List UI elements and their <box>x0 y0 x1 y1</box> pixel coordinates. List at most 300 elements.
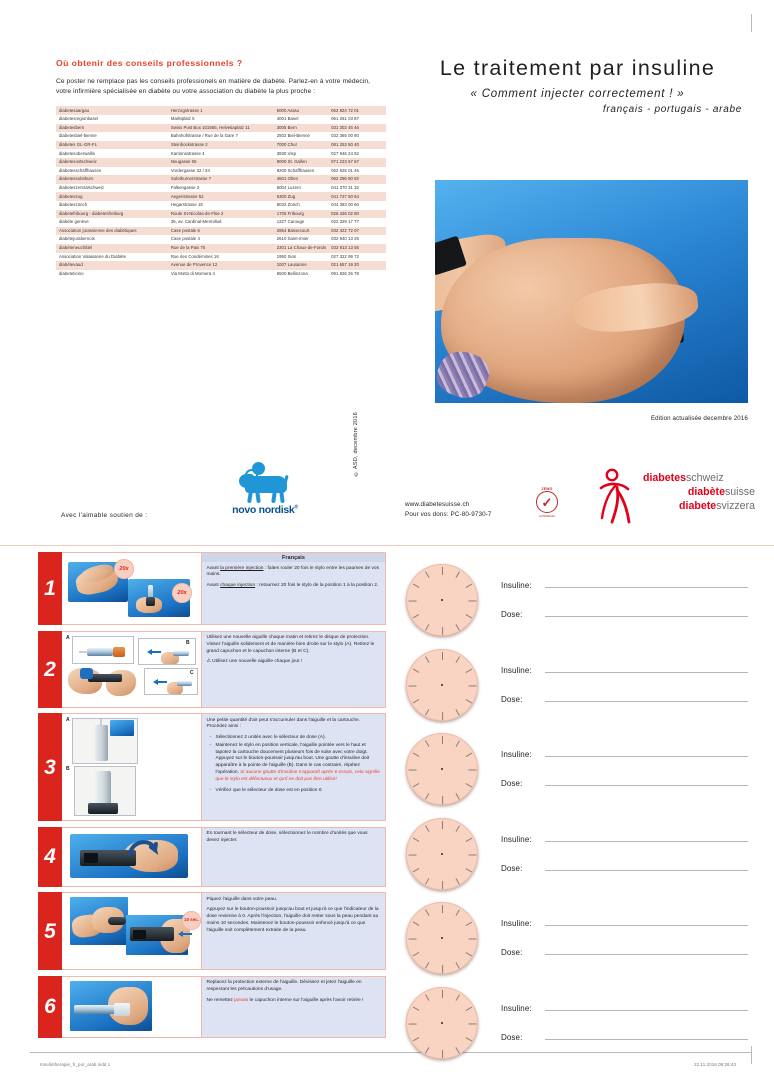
record-row <box>398 896 758 980</box>
clock-tick <box>413 868 420 872</box>
table-row <box>56 218 386 227</box>
address-cell-street: Falkengasse 3 <box>170 184 200 190</box>
table-row <box>56 141 386 150</box>
address-cell-phone: 091 826 26 78 <box>331 270 359 276</box>
address-cell-phone: 062 296 80 82 <box>331 176 359 182</box>
clock-tick <box>469 600 477 601</box>
address-cell-city: 3005 Bern <box>276 124 297 130</box>
clock-tick <box>466 868 473 872</box>
step3-bullets <box>207 735 382 784</box>
address-cell-city: 6300 Zug <box>276 193 296 199</box>
clock-tick <box>425 740 429 747</box>
step6-never <box>207 998 382 1005</box>
record-fields <box>478 666 758 704</box>
clock-face[interactable] <box>406 649 478 721</box>
step-number: 5 <box>38 892 62 970</box>
table-row <box>56 253 386 262</box>
step6-para-1: Replacez la protection externe de l'aiguille. Dévissez et jetez l'aiguille en respectant les précautions d'usage. <box>206 980 362 992</box>
record-row <box>398 981 758 1065</box>
badge-20x-a: 20x <box>114 559 134 579</box>
illus-pen-base <box>88 803 118 814</box>
illus-frame-a <box>72 636 134 664</box>
clock-tick <box>413 1006 420 1010</box>
dose-field-row <box>501 1033 758 1042</box>
record-row <box>398 643 758 727</box>
insulin-field-label: Insuline: <box>501 1003 532 1013</box>
clock-tick <box>466 699 473 703</box>
address-cell-city: 6004 Luzern <box>276 184 301 190</box>
address-cell-street: Aegeristrasse 52 <box>170 193 204 199</box>
address-cell-phone: 032 422 72 07 <box>331 227 359 233</box>
clock-face[interactable] <box>406 818 478 890</box>
clock-tick <box>409 600 417 601</box>
clock-tick <box>466 584 473 588</box>
address-cell-phone: 032 940 13 25 <box>331 236 359 242</box>
clock-tick <box>466 1037 473 1041</box>
clock-center-dot <box>441 684 443 686</box>
illus-pen-mid <box>88 674 122 682</box>
dose-field-label: Dose: <box>501 1032 523 1042</box>
step6-never-red: jamais <box>234 997 249 1003</box>
address-cell-org: diabeteticino <box>59 270 84 276</box>
clock-center-dot <box>441 599 443 601</box>
clock-tick <box>442 627 443 635</box>
arrow-shaft <box>158 681 167 683</box>
clock-tick <box>466 952 473 956</box>
clock-face[interactable] <box>406 902 478 974</box>
address-cell-street: Solothurnerstrasse 7 <box>170 176 212 182</box>
step-6 <box>38 976 386 1038</box>
table-row <box>56 149 386 158</box>
step-body <box>62 631 386 708</box>
clock-tick <box>456 793 460 800</box>
step-number: 3 <box>38 713 62 821</box>
s1p1-ul: la première injection <box>220 565 264 571</box>
clock-tick <box>409 1023 417 1024</box>
bull-leg <box>247 491 253 503</box>
insulin-field-row <box>501 666 758 675</box>
dose-field-label: Dose: <box>501 863 523 873</box>
clock-tick <box>409 769 417 770</box>
table-row <box>56 261 386 270</box>
step-text <box>202 977 385 1037</box>
running-figure-icon <box>595 468 639 524</box>
s1p1-post: : faites rouler 20 fois le stylo entre les paumes de vos mains. <box>206 565 380 578</box>
clock-center-dot <box>441 937 443 939</box>
address-cell-city: 7000 Chur <box>276 141 298 147</box>
record-fields <box>478 919 758 957</box>
address-cell-phone: 032 365 00 80 <box>331 133 359 139</box>
clock-tick <box>456 825 460 832</box>
clock-tick <box>442 881 443 889</box>
step-illustration <box>62 977 202 1037</box>
dose-field-input-line[interactable] <box>545 870 748 871</box>
clock-tick <box>409 938 417 939</box>
address-cell-street: Rue des Condémines 16 <box>170 253 219 259</box>
bull-leg <box>279 491 284 503</box>
clock-tick <box>425 656 429 663</box>
clock-tick <box>442 905 443 913</box>
dose-field-input-line[interactable] <box>545 616 748 617</box>
clock-center-dot <box>441 1022 443 1024</box>
clock-tick <box>425 709 429 716</box>
clock-tick <box>442 567 443 575</box>
table-row <box>56 227 386 236</box>
step3-bullet-2 <box>213 743 382 784</box>
address-cell-org: Association jurassienne des diabétiques <box>59 227 137 233</box>
clock-tick <box>413 614 420 618</box>
step-illustration <box>62 632 202 707</box>
panel-letter-a: A <box>66 634 70 641</box>
insulin-field-row <box>501 750 758 759</box>
address-cell-org: diabetesregionbasel <box>59 116 99 122</box>
dose-field-input-line[interactable] <box>545 954 748 955</box>
address-cell-org: diabetes GL-GR-FL <box>59 141 98 147</box>
step6-never-pre: Ne remettez <box>206 997 235 1003</box>
step3-bullets-after <box>207 788 382 795</box>
address-cell-street: Bahnhofstrasse / Rue de la Gare 7 <box>170 133 238 139</box>
step5-para-1: Piquez l'aiguille dans votre peau. <box>206 896 278 902</box>
arrow-left-icon-c <box>153 679 158 685</box>
clock-tick <box>469 769 477 770</box>
clock-tick <box>469 938 477 939</box>
address-cell-street: Via Motto di Mornera 4 <box>170 270 215 276</box>
clock-tick <box>466 614 473 618</box>
s1p2-post: : retournez 20 fois le stylo de la position 1 à la position 2. <box>255 583 379 589</box>
step-3 <box>38 713 386 821</box>
footer-timestamp: 22.11.2016 09:28:43 <box>694 1062 736 1067</box>
address-cell-city: 2301 La Chaux-de-Fonds <box>276 245 327 251</box>
clock-tick <box>456 1047 460 1054</box>
address-cell-org: diabeteszürich <box>59 202 88 208</box>
clock-tick <box>456 994 460 1001</box>
clock-tick <box>442 736 443 744</box>
step3-bullet-2-text: Maintenez le stylo en position verticale, l'aiguille pointée vers le haut et tapotez la cartouche doucement plusieurs fois de suite avec votre doigt. Appuyez sur le bouton-poussoir jusqu'au bout. Une goutte d'insuline doit apparaître à la pointe de l'aiguille (B). Dans le cas contraire, répétez l'opération. <box>215 742 370 776</box>
dose-field-input-line[interactable] <box>545 1039 748 1040</box>
illus-frame-bottom <box>74 766 136 816</box>
language-header: Français <box>202 553 385 562</box>
illus-dose-window <box>84 853 98 863</box>
address-cell-street: Neugasse 55 <box>170 159 197 165</box>
illus-needle <box>79 651 88 653</box>
novo-bull-icon <box>239 462 291 502</box>
clock-tick <box>469 1023 477 1024</box>
step-body <box>62 552 386 625</box>
injection-photo <box>435 180 748 403</box>
address-cell-city: 4001 Basel <box>276 116 299 122</box>
clock-tick <box>442 652 443 660</box>
step3-bullet-3: - Vérifiez que le sélecteur de dose est en position 0. <box>213 788 382 795</box>
poster-subtitle: « Comment injecter correctement ! » <box>470 88 685 100</box>
address-cell-city: 1705 Fribourg <box>276 210 304 216</box>
address-cell-org: diabètevaud <box>59 262 83 268</box>
step-text <box>202 893 385 969</box>
ds-wordmark <box>643 472 755 514</box>
ds-line-de <box>643 472 755 486</box>
panel-letter-b: B <box>186 639 190 646</box>
address-table-body <box>56 106 386 278</box>
address-cell-org: diabetefribourg - diabetesfreiburg <box>59 210 124 216</box>
insulin-field-row <box>501 919 758 928</box>
address-cell-city: 2854 Bassecourt <box>276 227 310 233</box>
clock-tick <box>425 624 429 631</box>
website-url[interactable]: www.diabetesuisse.ch <box>405 501 470 508</box>
insulin-field-label: Insuline: <box>501 919 532 928</box>
advice-paragraph: Ce poster ne remplace pas les conseils professionels en matière de diabète. Parlez-en à votre médecin, votre infirmière spécialisée en diabète ou votre association du diabète la plus proche : <box>56 78 371 96</box>
edition-note: Edition actualisée decembre 2016 <box>650 415 748 422</box>
clock-tick <box>409 685 417 686</box>
clock-tick <box>442 712 443 720</box>
step-body <box>62 713 386 821</box>
clock-tick <box>466 1006 473 1010</box>
address-cell-phone: 032 913 13 55 <box>331 245 359 251</box>
insulin-field-row <box>501 835 758 844</box>
clock-tick <box>456 656 460 663</box>
address-cell-street: Avenue de Provence 12 <box>170 262 218 268</box>
ds-line-fr-light: suisse <box>724 485 755 498</box>
address-cell-city: 3930 Visp <box>276 150 297 156</box>
step3-intro: Une petite quantité d'air peut s'accumuler dans l'aiguille et la cartouche. Procédez ainsi : <box>206 717 361 730</box>
address-cell-street: Rue de la Paix 75 <box>170 245 206 251</box>
clock-face[interactable] <box>406 987 478 1059</box>
zewo-bottom-text: GÜTESIEGEL <box>538 515 556 518</box>
clock-tick <box>413 837 420 841</box>
s1p2-ul: chaque injection <box>220 583 256 589</box>
address-cell-street: Steinbockstrasse 2 <box>170 141 208 147</box>
address-cell-city: 1227 Carouge <box>276 219 305 225</box>
arrow-left-icon-b <box>147 649 152 655</box>
address-cell-city: 1007 Lausanne <box>276 262 307 268</box>
clock-tick <box>425 994 429 1001</box>
association-address-table <box>56 106 386 278</box>
address-cell-org: Association Valaisanne du Diabète <box>59 253 127 259</box>
illus-pen-b <box>173 651 189 656</box>
ds-line-fr <box>643 486 755 500</box>
step-number: 6 <box>38 976 62 1038</box>
step3-bullet-1: - Sélectionnez 2 unités avec le sélecteur de dose (A). <box>213 735 382 742</box>
address-cell-phone: 052 625 01 45 <box>331 167 359 173</box>
clock-tick <box>425 825 429 832</box>
step6-never-post: le capuchon interne sur l'aiguille après l'avoir retirée ! <box>248 997 364 1003</box>
clock-tick <box>466 837 473 841</box>
illus-dose-window-2 <box>133 930 146 939</box>
illus-pen-press <box>108 917 126 925</box>
record-fields <box>478 581 758 619</box>
diabetes-suisse-logo <box>595 468 755 524</box>
address-cell-org: diabetesaargau <box>59 107 90 113</box>
record-row <box>398 812 758 896</box>
poster-title-block <box>405 56 750 115</box>
address-cell-city: 4601 Olten <box>276 176 299 182</box>
step-body <box>62 892 386 970</box>
insulin-field-input-line[interactable] <box>545 841 748 842</box>
panel-letter-a: A <box>66 717 70 723</box>
insulin-field-input-line[interactable] <box>545 587 748 588</box>
step-1 <box>38 552 386 625</box>
insulin-field-row <box>501 581 758 590</box>
step1-para-1 <box>207 566 382 580</box>
insulin-field-label: Insuline: <box>501 834 532 844</box>
clock-tick <box>456 878 460 885</box>
record-fields <box>478 1004 758 1042</box>
step2-para-1: Utilisez une nouvelle aiguille chaque matin et retirez le disque de protection. Vissez l'aiguille solidement et de manière bien droite sur le stylo (A). Retirez le grand capuchon et le capuchon interne (B et C). <box>206 635 375 654</box>
injection-record-column <box>398 558 758 1065</box>
record-fields <box>478 835 758 873</box>
clock-tick <box>413 952 420 956</box>
s1p1-pre: Avant <box>206 565 221 571</box>
illus-pen-end <box>113 647 125 657</box>
address-cell-org: diabèteneuchâtel <box>59 245 93 251</box>
table-row <box>56 124 386 133</box>
address-cell-org: diabetesoberwallis <box>59 150 95 156</box>
address-cell-city: 2610 Saint-Imier <box>276 236 309 242</box>
clock-tick <box>409 854 417 855</box>
panel-letter-c: C <box>190 669 194 676</box>
insulin-field-label: Insuline: <box>501 750 532 759</box>
ds-line-fr-bold: diabète <box>687 485 725 498</box>
ds-line-de-bold: diabetes <box>643 472 686 484</box>
address-cell-city: 6500 Bellinzona <box>276 270 308 276</box>
address-cell-phone: 061 261 03 87 <box>331 116 359 122</box>
arrow-left-icon-inject <box>178 931 183 937</box>
clock-tick <box>413 668 420 672</box>
record-row <box>398 727 758 811</box>
bull-leg <box>271 491 277 503</box>
ds-line-de-light: schweiz <box>685 472 724 484</box>
clock-face[interactable] <box>406 733 478 805</box>
s1p2-pre: Avant <box>206 583 221 589</box>
check-icon: ✓ <box>541 494 553 510</box>
illus-cap-blue <box>80 668 93 679</box>
address-cell-org: diabetesbern <box>59 124 85 130</box>
professional-advice-block <box>56 58 386 278</box>
dose-field-label: Dose: <box>501 694 523 704</box>
zewo-top-text: ZEWO <box>541 487 553 491</box>
record-fields <box>478 750 758 788</box>
clock-tick <box>442 796 443 804</box>
illus-pen-c <box>177 681 192 686</box>
novo-wordmark-text: novo nordisk <box>232 504 295 516</box>
table-row <box>56 244 386 253</box>
insulin-field-input-line[interactable] <box>545 756 748 757</box>
dose-field-label: Dose: <box>501 779 523 788</box>
step1-para-2 <box>207 583 382 590</box>
support-label: Avec l'aimable soutien de : <box>61 512 148 519</box>
arrow-shaft <box>183 933 192 935</box>
address-cell-street: Swiss Post Box 101565, Helvetiaplatz 11 <box>170 124 250 130</box>
insulin-field-input-line[interactable] <box>545 925 748 926</box>
clock-tick <box>413 783 420 787</box>
ds-line-it <box>643 500 755 514</box>
address-cell-phone: 044 383 00 60 <box>331 202 359 208</box>
insulin-field-input-line[interactable] <box>545 672 748 673</box>
insulin-field-label: Insuline: <box>501 581 532 590</box>
dose-field-row <box>501 864 758 873</box>
address-cell-org: diabeteszentralschweiz <box>59 184 105 190</box>
address-cell-org: diabeteszug <box>59 193 83 199</box>
record-row <box>398 558 758 642</box>
table-row <box>56 210 386 219</box>
table-row <box>56 175 386 184</box>
step-text <box>202 553 385 624</box>
step-number: 1 <box>38 552 62 625</box>
clock-face[interactable] <box>406 564 478 636</box>
novo-wordmark <box>228 504 302 516</box>
insulin-field-input-line[interactable] <box>545 1010 748 1011</box>
step-5 <box>38 892 386 970</box>
arrow-shaft <box>152 651 161 653</box>
step-illustration <box>62 553 202 624</box>
address-cell-phone: 071 223 67 67 <box>331 159 359 165</box>
address-cell-city: 2502 Biel-Bienne <box>276 133 310 139</box>
step-text <box>202 828 385 886</box>
step-illustration <box>62 714 202 820</box>
clock-tick <box>425 1047 429 1054</box>
illus-pen-upright <box>95 725 108 761</box>
clock-tick <box>456 962 460 969</box>
clock-tick <box>413 753 420 757</box>
step-number: 4 <box>38 827 62 887</box>
rotate-arrow-icon <box>128 836 158 858</box>
clock-tick <box>413 922 420 926</box>
dose-field-input-line[interactable] <box>545 701 748 702</box>
address-cell-phone: 062 824 72 01 <box>331 107 359 113</box>
clock-tick <box>413 699 420 703</box>
clock-tick <box>466 668 473 672</box>
step-number: 2 <box>38 631 62 708</box>
step-2 <box>38 631 386 708</box>
dose-field-input-line[interactable] <box>545 785 748 786</box>
address-cell-phone: 027 322 99 72 <box>331 253 359 259</box>
step-illustration <box>62 828 202 886</box>
insulin-field-row <box>501 1004 758 1013</box>
advice-heading: Où obtenir des conseils professionnels ? <box>56 58 243 68</box>
dose-field-label: Dose: <box>501 610 523 619</box>
ds-line-it-bold: diabete <box>679 499 717 512</box>
novo-nordisk-logo <box>228 462 302 516</box>
step-text <box>202 632 385 707</box>
address-cell-org: diabetesostschweiz <box>59 159 97 165</box>
table-row <box>56 235 386 244</box>
address-cell-street: Case postale 6 <box>170 227 200 233</box>
address-cell-org: diabetessolothurn <box>59 176 94 182</box>
table-row <box>56 184 386 193</box>
address-cell-phone: 021 657 19 20 <box>331 262 359 268</box>
address-cell-street: Marktplatz 5 <box>170 116 195 122</box>
address-cell-city: 9000 St. Gallen <box>276 159 307 165</box>
clock-center-dot <box>441 768 443 770</box>
clock-tick <box>442 821 443 829</box>
dose-field-row <box>501 948 758 957</box>
clock-tick <box>456 624 460 631</box>
address-cell-phone: 026 426 02 80 <box>331 210 359 216</box>
address-cell-phone: 022 329 17 77 <box>331 219 359 225</box>
ds-line-it-light: svizzera <box>716 499 755 512</box>
step2-warning: ⚠ Utilisez une nouvelle aiguille chaque jour ! <box>206 659 303 665</box>
step-illustration <box>62 893 202 969</box>
clock-tick <box>413 1037 420 1041</box>
step-text <box>202 714 385 820</box>
clock-tick <box>456 740 460 747</box>
illus-needle-up <box>100 718 102 726</box>
clock-tick <box>425 962 429 969</box>
copyright-notice: © ASD, decembre 2016 <box>353 412 359 477</box>
step-body <box>62 976 386 1038</box>
address-cell-street: Hegarstrasse 18 <box>170 202 203 208</box>
table-row <box>56 158 386 167</box>
zewo-ring <box>536 491 558 513</box>
step5-para-2: Appuyez sur le bouton-poussoir jusqu'au bout et jusqu'à ce que l'indicateur de la dose revienne à 0. Après l'injection, l'aiguille doit rester sous la peau pendant au moins 10 secondes. Maintenez le bouton-poussoir enfoncé jusqu'à ce que l'aiguille soit complètement extraite de la peau. <box>206 907 379 933</box>
